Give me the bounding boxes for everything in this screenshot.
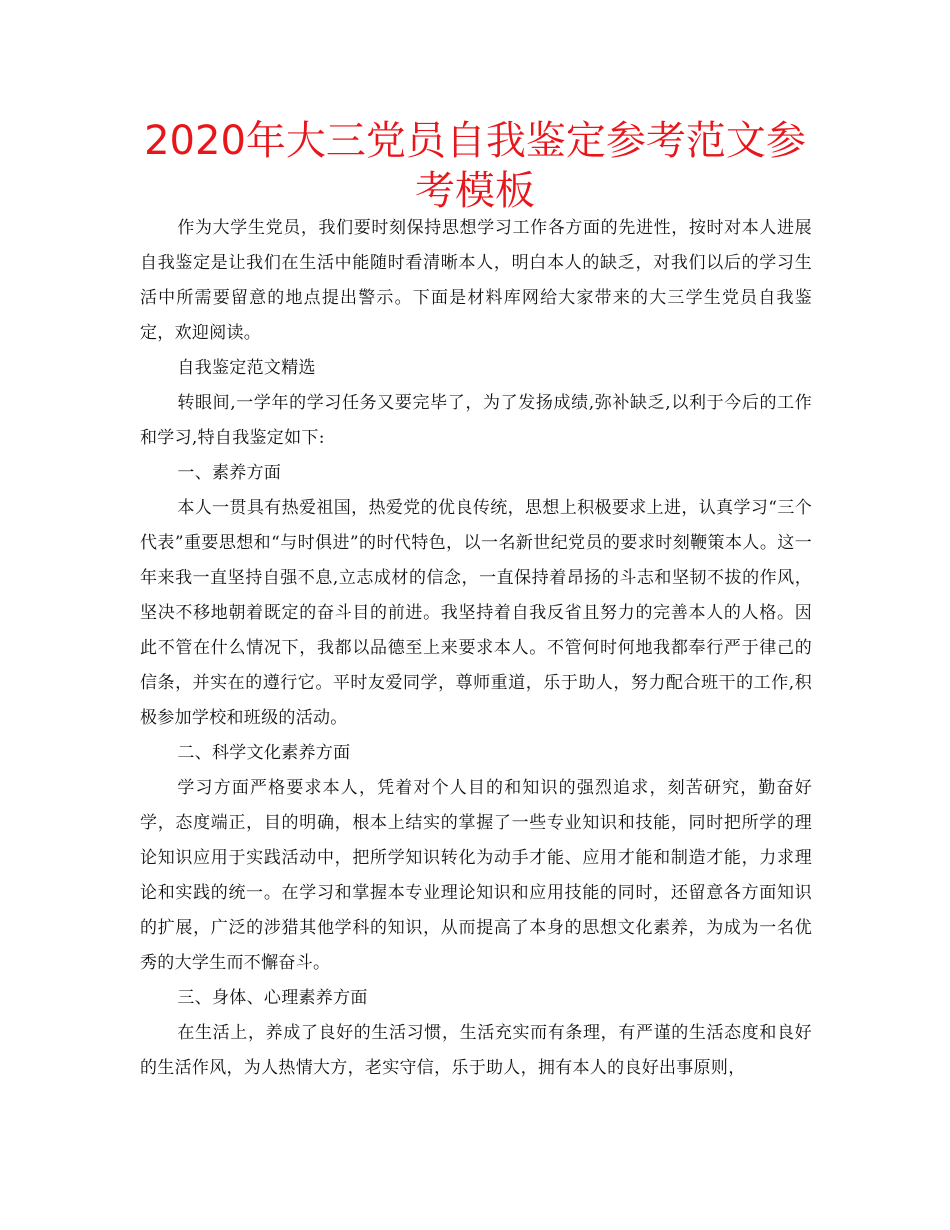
section-heading: 二、科学文化素养方面 bbox=[177, 743, 351, 763]
section-heading: 一、素养方面 bbox=[177, 463, 282, 483]
document-title: 2020年大三党员自我鉴定参考范文参考模板 bbox=[144, 118, 806, 214]
document-body bbox=[140, 211, 812, 1086]
paragraph: 本人一贯具有热爱祖国，热爱党的优良传统，思想上积极要求上进，认真学习“三个代表”重要思想和“与时俱进”的时代特色，以一名新世纪党员的要求时刻鞭策本人。这一年来我一直坚持自强不息,立志成材的信念，一直保持着昂扬的斗志和坚韧不拔的作风，坚决不移地朝着既定的奋斗目的前进。我坚持着自我反省且努力的完善本人的人格。因此不管在什么情况下，我都以品德至上来要求本人。不管何时何地我都奉行严于律己的信条，并实在的遵行它。平时友爱同学，尊师重道，乐于助人，努力配合班干的工作,积极参加学校和班级的活动。 bbox=[140, 498, 812, 728]
section-heading: 三、身体、心理素养方面 bbox=[177, 988, 368, 1008]
paragraph: 在生活上，养成了良好的生活习惯，生活充实而有条理，有严谨的生活态度和良好的生活作风，为人热情大方，老实守信，乐于助人，拥有本人的良好出事原则， bbox=[140, 1023, 812, 1078]
paragraph-intro: 作为大学生党员，我们要时刻保持思想学习工作各方面的先进性，按时对本人进展自我鉴定是让我们在生活中能随时看清晰本人，明白本人的缺乏，对我们以后的学习生活中所需要留意的地点提出警示。下面是材料库网给大家带来的大三学生党员自我鉴定，欢迎阅读。 bbox=[140, 218, 812, 343]
paragraph: 转眼间,一学年的学习任务又要完毕了，为了发扬成绩,弥补缺乏,以利于今后的工作和学习,特自我鉴定如下: bbox=[140, 393, 812, 448]
section-heading: 自我鉴定范文精选 bbox=[177, 358, 316, 378]
paragraph: 学习方面严格要求本人，凭着对个人目的和知识的强烈追求，刻苦研究，勤奋好学，态度端正，目的明确，根本上结实的掌握了一些专业知识和技能，同时把所学的理论知识应用于实践活动中，把所学知识转化为动手才能、应用才能和制造才能，力求理论和实践的统一。在学习和掌握本专业理论知识和应用技能的同时，还留意各方面知识的扩展，广泛的涉猎其他学科的知识，从而提高了本身的思想文化素养，为成为一名优秀的大学生而不懈奋斗。 bbox=[140, 778, 812, 973]
